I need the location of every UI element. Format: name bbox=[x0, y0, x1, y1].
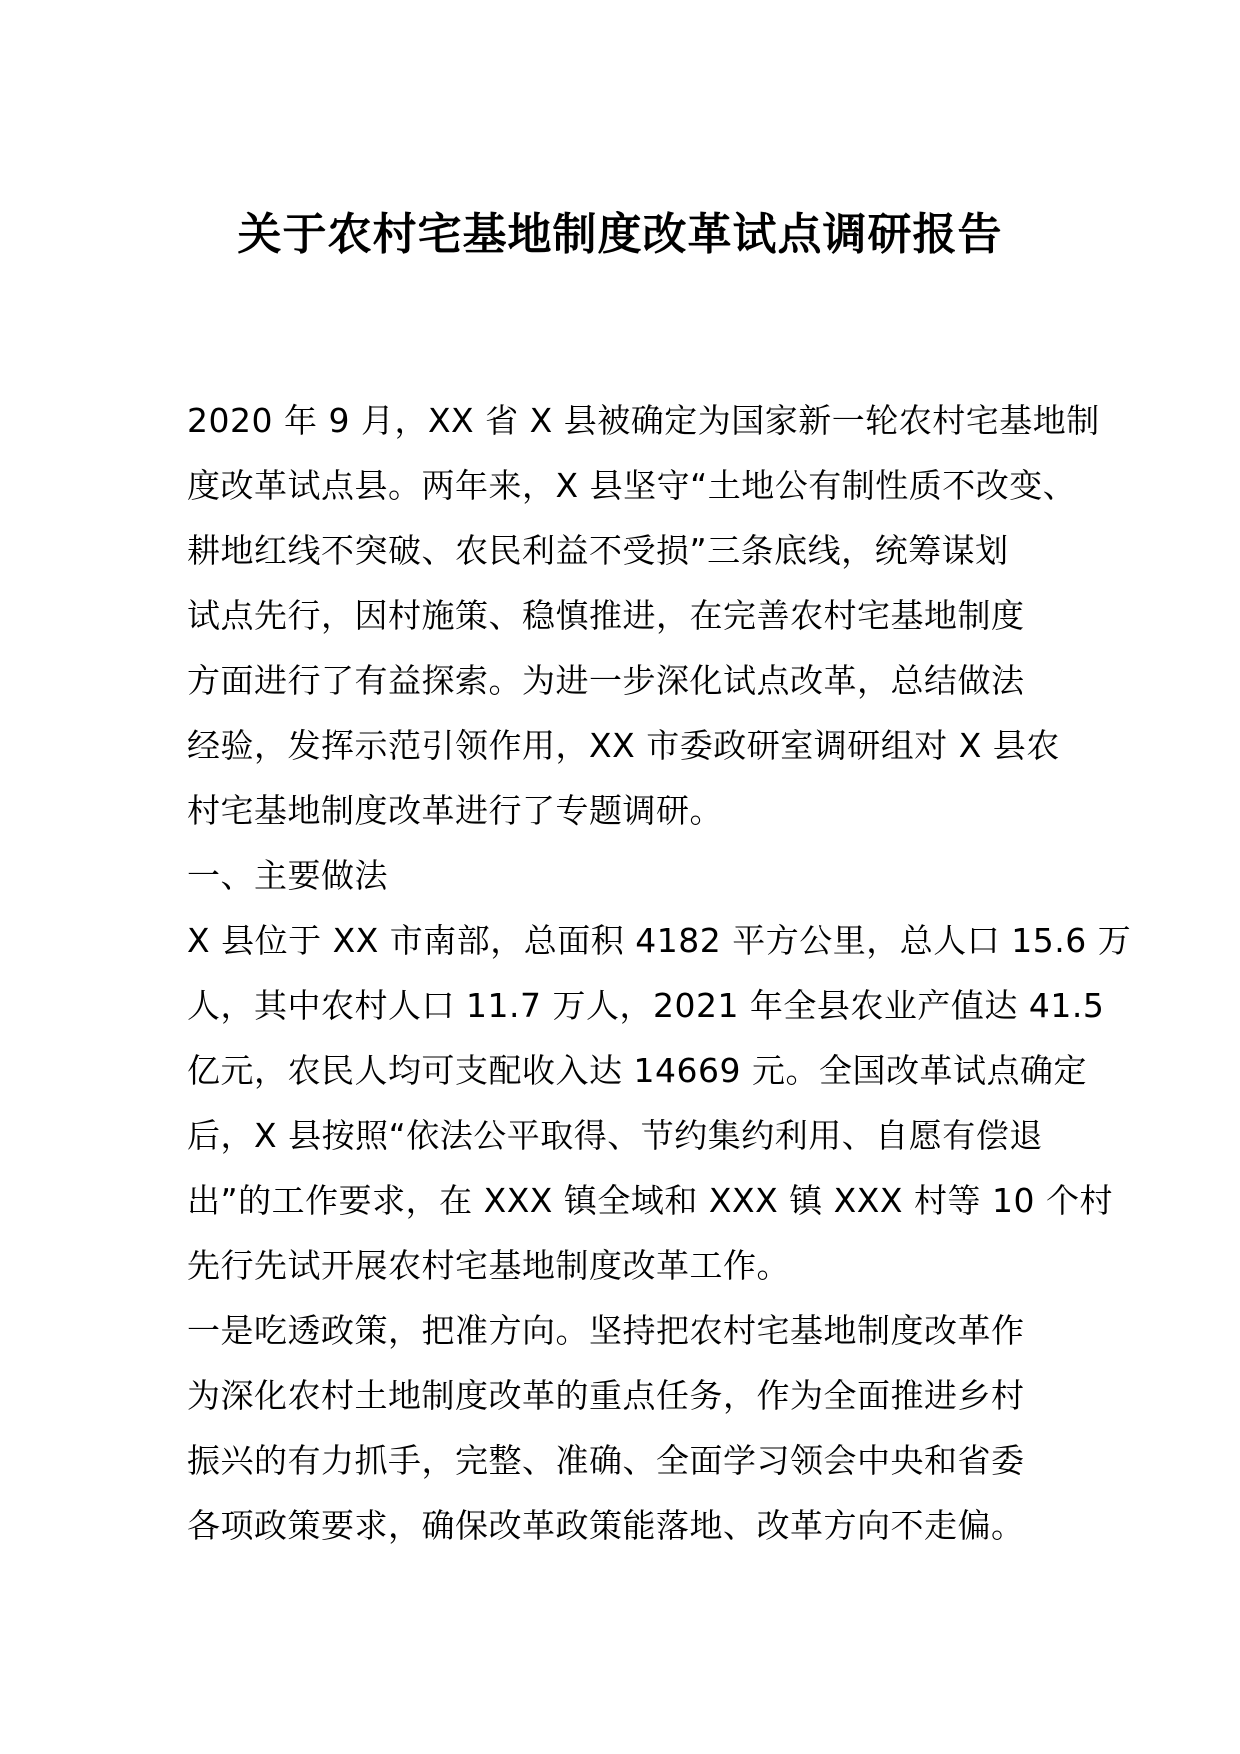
section-heading: 一、主要做法 bbox=[187, 856, 388, 895]
paragraph-line: 振兴的有力抓手，完整、准确、全面学习领会中央和省委 bbox=[187, 1441, 1025, 1480]
paragraph-line: 村宅基地制度改革进行了专题调研。 bbox=[187, 791, 723, 830]
paragraph-line: 试点先行，因村施策、稳慎推进，在完善农村宅基地制度 bbox=[187, 596, 1025, 635]
paragraph-line: 人，其中农村人口 11.7 万人，2021 年全县农业产值达 41.5 bbox=[187, 986, 1105, 1025]
document-title: 关于农村宅基地制度改革试点调研报告 bbox=[237, 209, 1003, 260]
paragraph-line: 经验，发挥示范引领作用，XX 市委政研室调研组对 X 县农 bbox=[187, 726, 1060, 765]
document-body bbox=[187, 388, 1132, 1558]
paragraph-line: 为深化农村土地制度改革的重点任务，作为全面推进乡村 bbox=[187, 1376, 1025, 1415]
paragraph-line: 一是吃透政策，把准方向。坚持把农村宅基地制度改革作 bbox=[187, 1311, 1025, 1350]
paragraph-line: 2020 年 9 月，XX 省 X 县被确定为国家新一轮农村宅基地制 bbox=[187, 401, 1100, 440]
paragraph-line: 后，X 县按照“依法公平取得、节约集约利用、自愿有偿退 bbox=[187, 1116, 1043, 1155]
paragraph-line: X 县位于 XX 市南部，总面积 4182 平方公里，总人口 15.6 万 bbox=[187, 921, 1132, 960]
paragraph-line: 方面进行了有益探索。为进一步深化试点改革，总结做法 bbox=[187, 661, 1025, 700]
paragraph-line: 先行先试开展农村宅基地制度改革工作。 bbox=[187, 1246, 790, 1285]
paragraph-line: 各项政策要求，确保改革政策能落地、改革方向不走偏。 bbox=[187, 1506, 1025, 1545]
paragraph-line: 度改革试点县。两年来，X 县坚守“土地公有制性质不改变、 bbox=[187, 466, 1077, 505]
paragraph-line: 耕地红线不突破、农民利益不受损”三条底线，统筹谋划 bbox=[187, 531, 1009, 570]
paragraph-line: 出”的工作要求，在 XXX 镇全域和 XXX 镇 XXX 村等 10 个村 bbox=[187, 1181, 1113, 1220]
paragraph-line: 亿元，农民人均可支配收入达 14669 元。全国改革试点确定 bbox=[187, 1051, 1087, 1090]
